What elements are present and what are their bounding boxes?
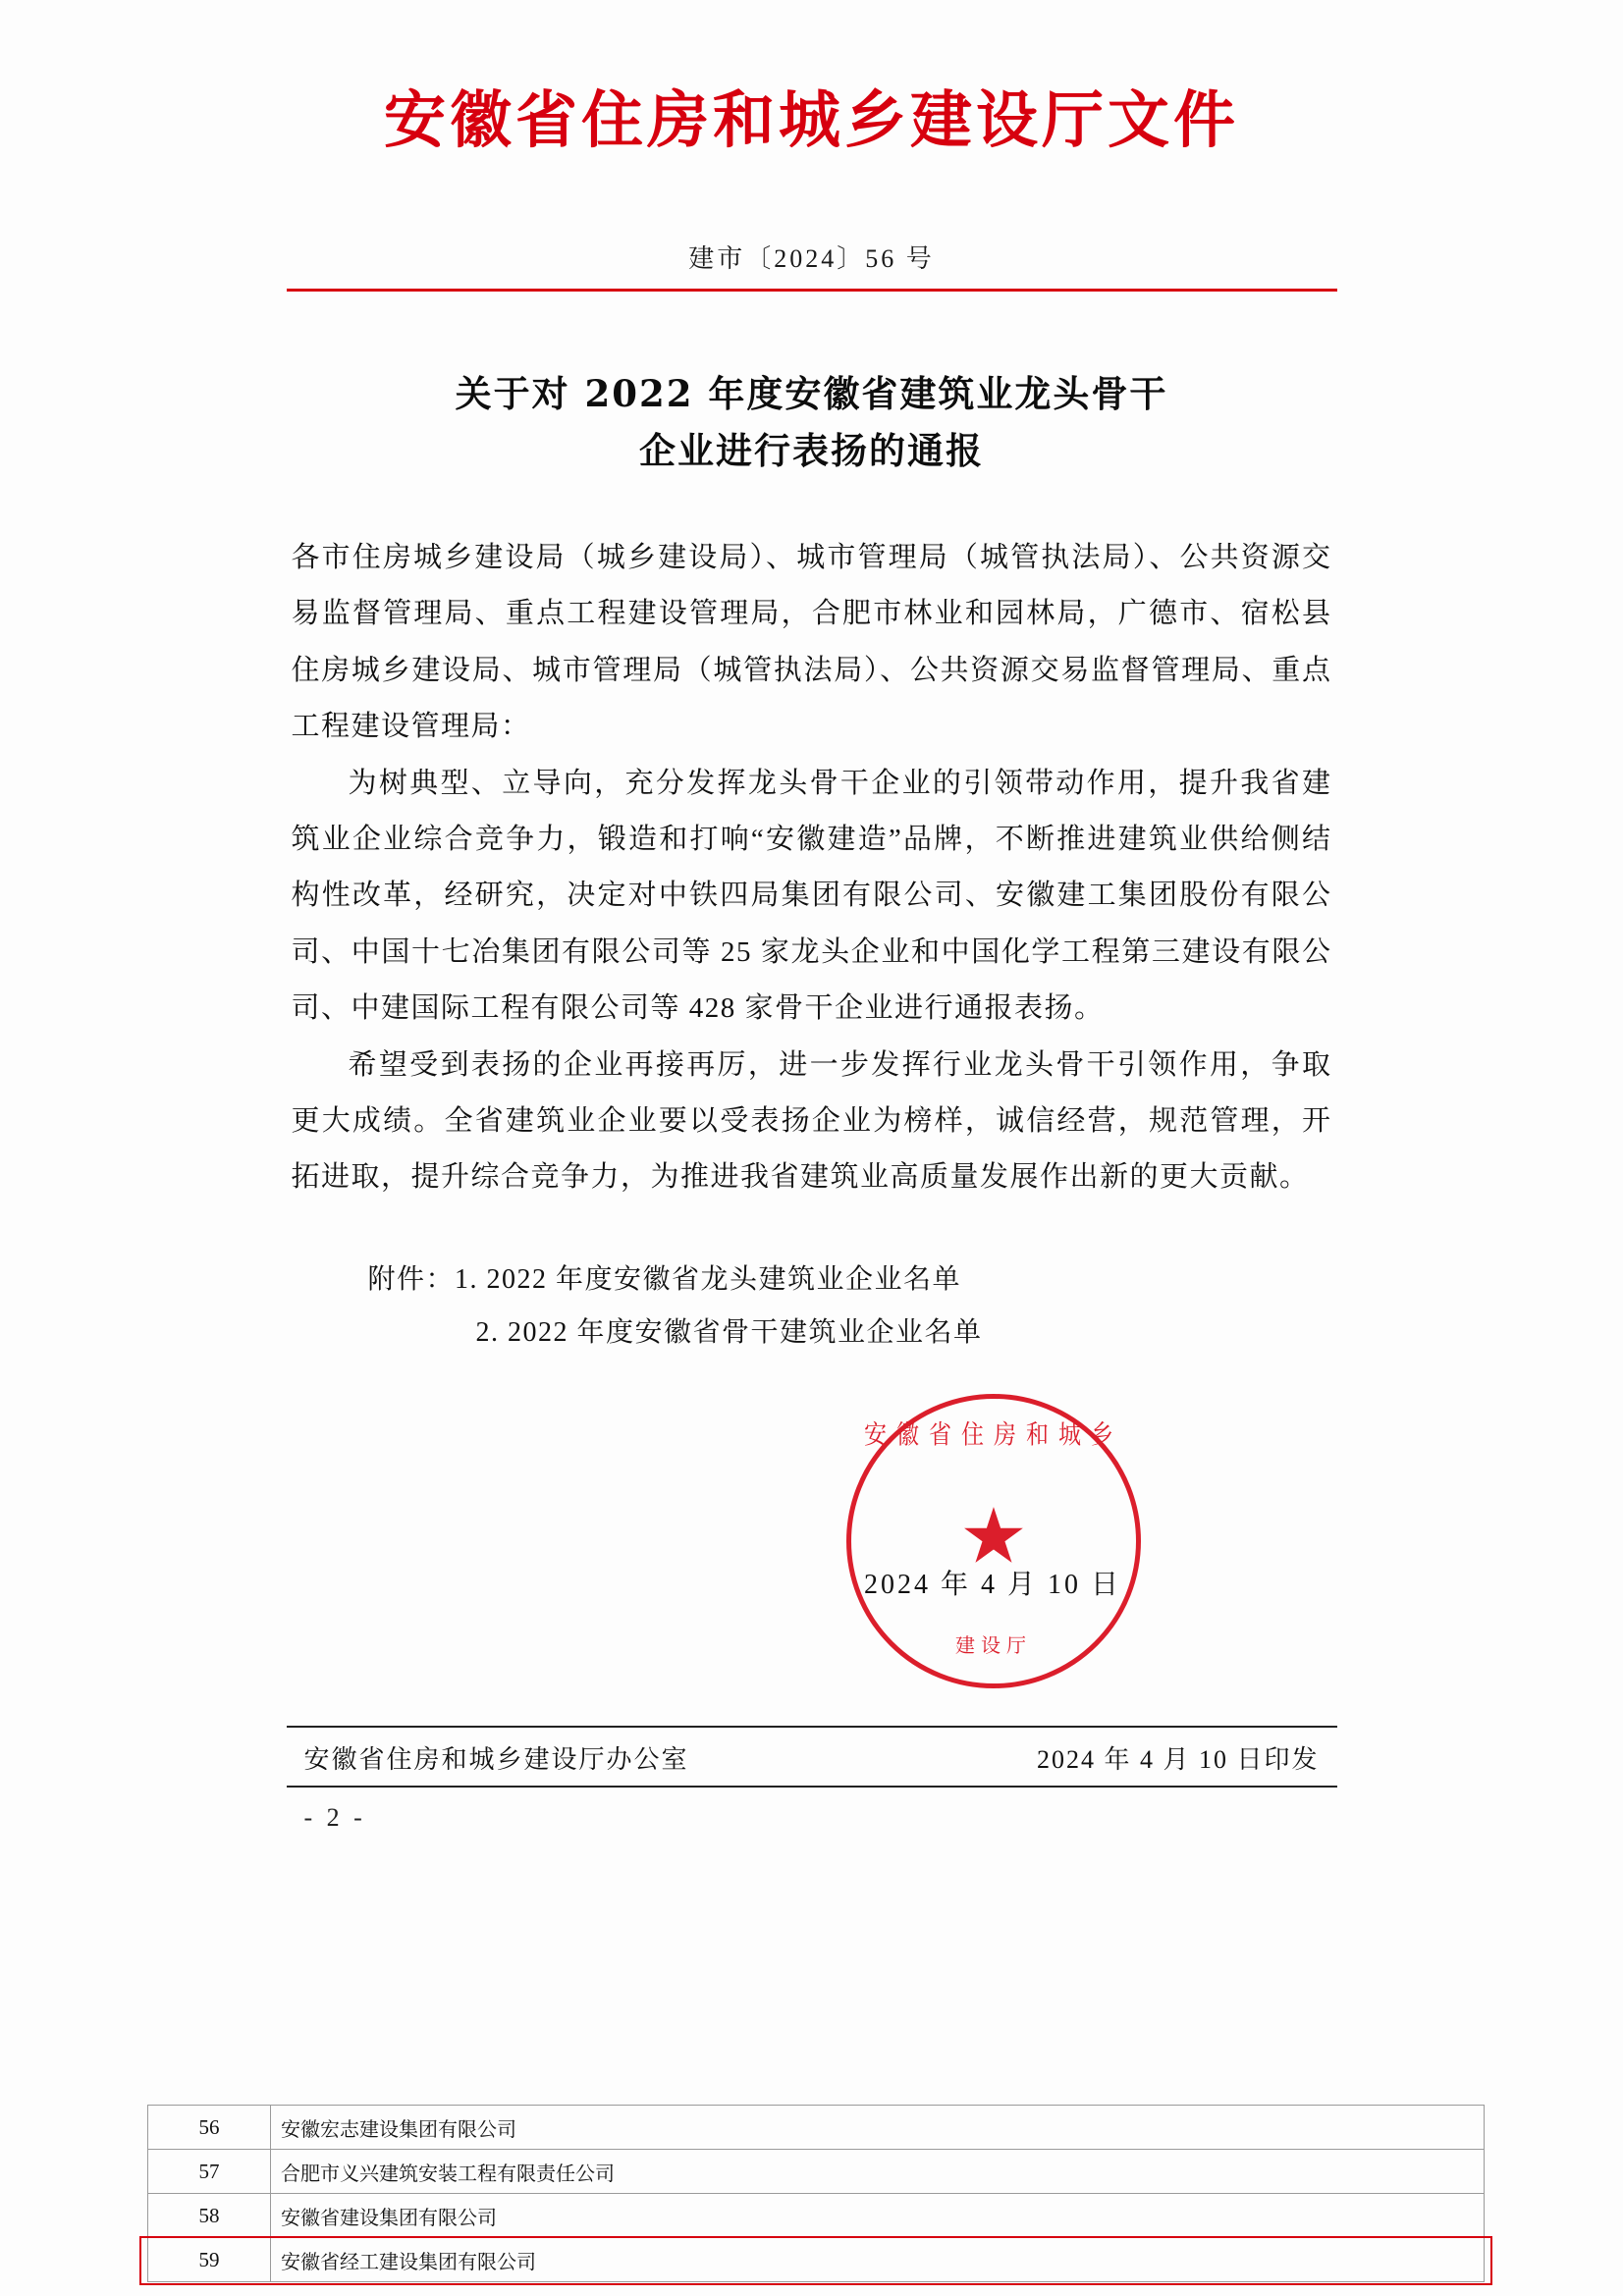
seal-bottom-text: 建设厅 — [955, 1635, 1032, 1658]
body-paragraph-recipients: 各市住房城乡建设局（城乡建设局）、城市管理局（城管执法局）、公共资源交易监督管理局、重点工程建设管理局，合肥市林业和园林局，广德市、宿松县住房城乡建设局、城市管理局（城管执法局）、公共资源交易监督管理局、重点工程建设管理局： — [291, 541, 1332, 743]
company-list-table-fragment — [147, 2105, 1485, 2282]
company-list-body — [148, 2106, 1485, 2282]
official-seal — [846, 1394, 1141, 1688]
masthead-divider — [287, 289, 1337, 292]
attachment-label: 附件： — [367, 1263, 456, 1295]
table-row — [148, 2150, 1485, 2194]
star-icon: ★ — [959, 1493, 1028, 1579]
masthead — [0, 0, 1623, 154]
company-list-table — [147, 2105, 1485, 2282]
seal-date: 2024 年 4 月 10 日 — [864, 1570, 1122, 1601]
row-company-name: 安徽宏志建设集团有限公司 — [271, 2106, 1485, 2150]
row-index: 57 — [148, 2150, 271, 2194]
footer-issuer: 安徽省住房和城乡建设厅办公室 — [303, 1745, 689, 1775]
body-paragraph-1: 为树典型、立导向，充分发挥龙头骨干企业的引领带动作用，提升我省建筑业企业综合竞争力，锻造和打响“安徽建造”品牌，不断推进建筑业供给侧结构性改革，经研究，决定对中铁四局集团有限公司、安徽建工集团股份有限公司、中国十七冶集团有限公司等 25 家龙头企业和中国化学工程第三建设有限公司、中建国际工程有限公司等 428 家骨干企业进行通报表扬。 — [291, 767, 1332, 1025]
masthead-title: 安徽省住房和城乡建设厅文件 — [384, 83, 1239, 156]
row-index: 59 — [148, 2238, 271, 2282]
page-number: - 2 - — [303, 1803, 366, 1833]
footer-issue-date: 2024 年 4 月 10 日印发 — [1036, 1745, 1320, 1775]
attachment-item-1: 1. 2022 年度安徽省龙头建筑业企业名单 — [455, 1263, 962, 1295]
page-title-line-1: 关于对 2022 年度安徽省建筑业龙头骨干 — [455, 372, 1168, 416]
footer-divider-bottom — [287, 1786, 1337, 1788]
row-company-name: 安徽省经工建设集团有限公司 — [271, 2238, 1485, 2282]
attachment-item-2: 2. 2022 年度安徽省骨干建筑业企业名单 — [475, 1317, 983, 1349]
attachment-list — [292, 1254, 1332, 1361]
document-body — [292, 530, 1332, 1206]
page-title-line-2: 企业进行表扬的通报 — [639, 428, 984, 472]
page-title — [311, 366, 1313, 479]
row-company-name: 合肥市义兴建筑安装工程有限责任公司 — [271, 2150, 1485, 2194]
table-row-highlighted — [148, 2238, 1485, 2282]
row-index: 58 — [148, 2194, 271, 2238]
attachment-label-row — [292, 1254, 1332, 1308]
seal-area — [0, 1388, 1623, 1712]
document-footer — [287, 1728, 1337, 1786]
row-index: 56 — [148, 2106, 271, 2150]
body-paragraph-2: 希望受到表扬的企业再接再厉，进一步发挥行业龙头骨干引领作用，争取更大成绩。全省建筑业企业要以受表扬企业为榜样，诚信经营，规范管理，开拓进取，提升综合竞争力，为推进我省建筑业高质量发展作出新的更大贡献。 — [291, 1048, 1332, 1194]
seal-top-text: 安徽省住房和城乡 — [864, 1420, 1123, 1451]
table-row — [148, 2194, 1485, 2238]
table-row — [148, 2106, 1485, 2150]
document-number: 建市〔2024〕56 号 — [688, 244, 935, 274]
row-company-name: 安徽省建设集团有限公司 — [271, 2194, 1485, 2238]
